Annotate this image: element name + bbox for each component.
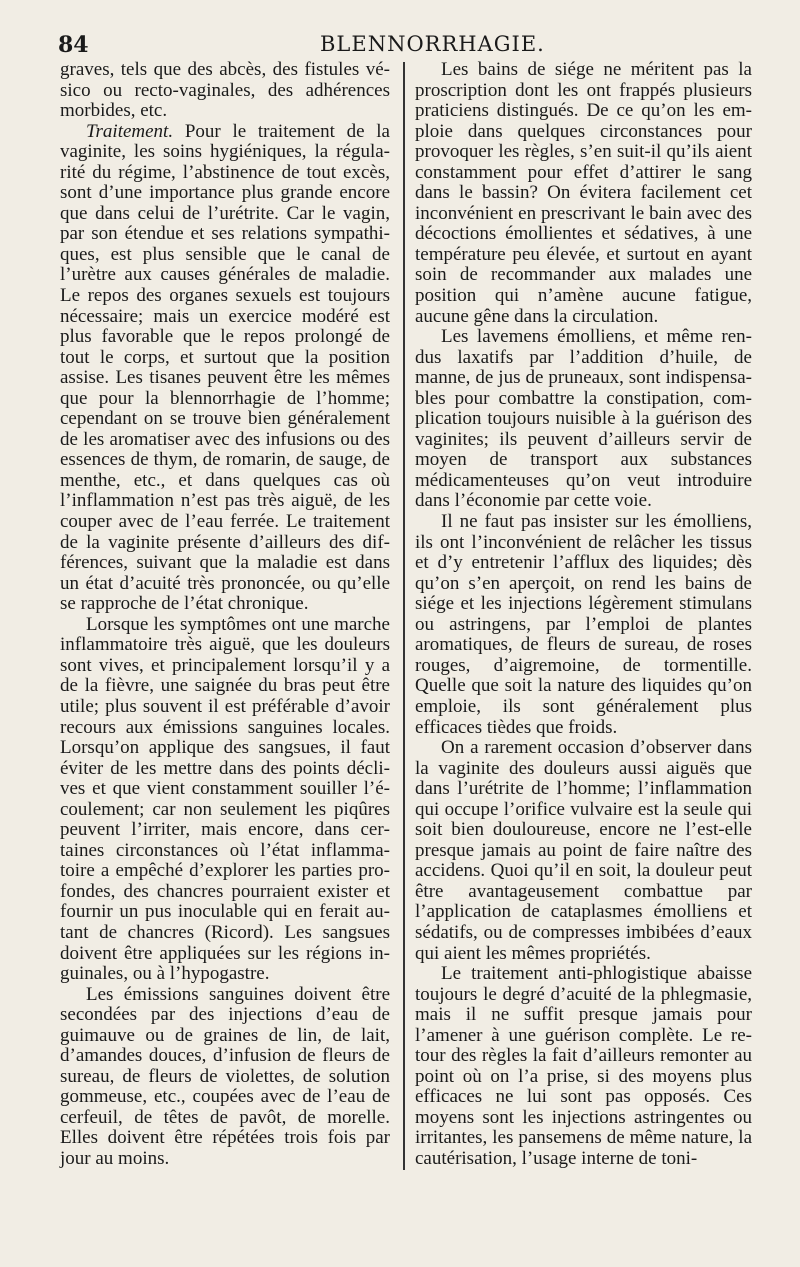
paragraph: On a rarement occasion d’observer dans la vaginite des douleurs aussi aiguës que dans l’urétrite de l’homme; l’inflammation qui occupe l’orifice vulvaire est la seule qui soit bien douloureuse, encore ne l’est-elle presque jamais au point de faire naître des accidens. Quoi qu’il en soit, la douleur peut être avantageusement combattue par l’application de cataplasmes émolliens et sédatifs, ou de compresses imbibées d’eaux qui aient les mêmes propriétés. [415, 737, 752, 964]
column-divider [403, 62, 405, 1170]
section-lead: Traitement. [86, 120, 174, 142]
paragraph: Le traitement anti-phlogistique abaisse toujours le degré d’acuité de la phlegmasie, mais il ne suffit presque jamais pour l’amener à une guérison complète. Le retour des règles la fait d’ailleurs remonter au point où on l’a prise, si des moyens plus efficaces ne lui sont pas opposés. Ces moyens sont les injections astringentes ou irritantes, les pansemens de même nature, la cautérisation, l’usage interne de toni- [415, 963, 752, 1169]
paragraph-traitement [60, 122, 390, 615]
right-column [415, 60, 752, 1170]
paragraph: graves, tels que des abcès, des fistules vésico ou recto-vaginales, des adhérences morbides, etc. [60, 59, 390, 122]
running-title: BLENNORRHAGIE. [320, 32, 545, 56]
left-column [60, 60, 390, 1170]
paragraph: Les bains de siége ne méritent pas la proscription dont les ont frappés plusieurs praticiens distingués. De ce qu’on les emploie dans quelques circonstances pour provoquer les règles, s’en suit-il qu’ils aient constamment pour effet d’attirer le sang dans le bassin? On évitera facilement cet inconvénient en prescrivant le bain avec des décoctions émollientes et sédatives, à une température peu élevée, et surtout en ayant soin de recommander aux malades une position qui n’amène aucune fatigue, aucune gêne dans la circulation. [415, 59, 752, 327]
paragraph: Il ne faut pas insister sur les émolliens, ils ont l’inconvénient de relâcher les tissus et d’y entretenir l’afflux des liquides; dès qu’on s’en aperçoit, on rend les bains de siége et les injections légèrement stimulans ou astringens, par l’emploi de plantes aromatiques, de fleurs de sureau, de roses rouges, d’aigremoine, de tormentille. Quelle que soit la nature des liquides qu’on emploie, ils sont généralement plus efficaces tièdes que froids. [415, 511, 752, 738]
paragraph: Les émissions sanguines doivent être secondées par des injections d’eau de guimauve ou de graines de lin, de lait, d’amandes douces, d’infusion de fleurs de sureau, de fleurs de violettes, de solution gommeuse, etc., coupées avec de l’eau de cerfeuil, de têtes de pavôt, de morelle. Elles doivent être répétées trois fois par jour au moins. [60, 983, 390, 1169]
page-header [58, 28, 758, 58]
paragraph-text: Pour le traitement de la vaginite, les soins hygiéniques, la régularité du régime, l’abstinence de tout excès, sont d’une importance plus grande encore que dans celui de l’urétrite. Car le vagin, par son étendue et ses relations sympathiques, est plus sensible que le canal de l’urètre aux causes générales de maladie. Le repos des organes sexuels est toujours nécessaire; mais un exercice modéré est plus favorable que le repos prolongé de tout le corps, et surtout que la position assise. Les tisanes peuvent être les mêmes que pour la blennorrhagie de l’homme; cependant on se trouve bien généralement de les aromatiser avec des infusions ou des essences de thym, de romarin, de sauge, de menthe, etc., et dans quelques cas où l’inflammation n’est pas très aiguë, de les couper avec de l’eau ferrée. Le traitement de la vaginite présente d’ailleurs des différences, suivant que la maladie est dans un état d’acuité très prononcée, ou qu’elle se rapproche de l’état chronique. [60, 120, 390, 615]
paragraph: Lorsque les symptômes ont une marche inflammatoire très aiguë, que les douleurs sont vives, et principalement lorsqu’il y a de la fièvre, une saignée du bras peut être utile; plus souvent il est préférable d’avoir recours aux émissions sanguines locales. Lorsqu’on applique des sangsues, il faut éviter de les mettre dans des points déclives et que vient constamment souiller l’écoulement; car non seulement les piqûres peuvent l’irriter, mais encore, dans certaines circonstances où l’état inflammatoire a empêché d’explorer les parties profondes, des chancres pourraient exister et fournir un pus inoculable qui en ferait autant de chancres (Ricord). Les sangsues doivent être appliquées sur les régions inguinales, ou à l’hypogastre. [60, 613, 390, 985]
page-number: 84 [58, 32, 89, 58]
paragraph: Les lavemens émolliens, et même rendus laxatifs par l’addition d’huile, de manne, de jus de pruneaux, sont indispensables pour combattre la constipation, complication toujours nuisible à la guérison des vaginites; ils peuvent d’ailleurs servir de moyen de transport aux substances médicamenteuses qu’on veut introduire dans l’économie par cette voie. [415, 326, 752, 512]
